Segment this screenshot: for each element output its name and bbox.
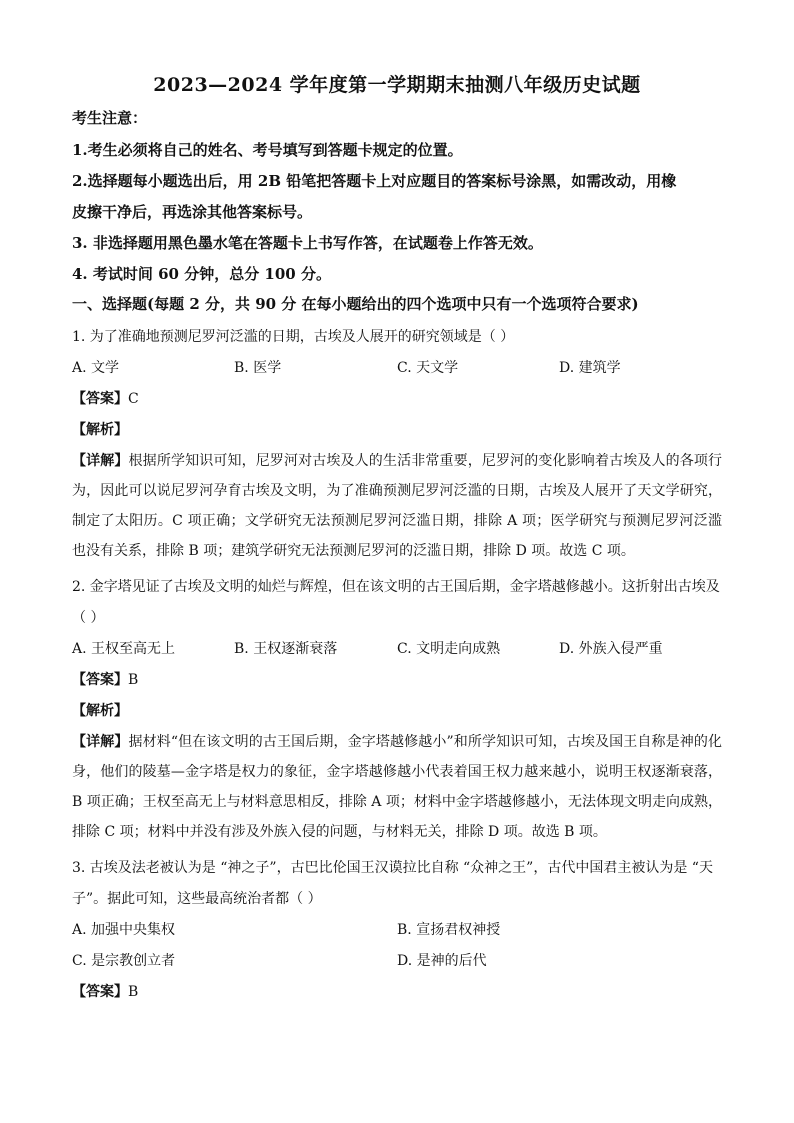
notice-item-2: 2.选择题每小题选出后，用 2B 铅笔把答题卡上对应题目的答案标号涂黑，如需改动，用橡	[72, 172, 677, 190]
notice-item-4: 4. 考试时间 60 分钟，总分 100 分。	[72, 265, 331, 283]
q1-option-c: C. 天文学	[397, 360, 459, 376]
detail-text: 根据所学知识可知，尼罗河对古埃及人的生活非常重要，尼罗河的变化影响着古埃及人的各项行为，因此可以说尼罗河孕育古埃及文明，为了准确预测尼罗河泛滥的日期，古埃及人展开了天文学研究，制定了太阳历。C 项正确；文学研究无法预测尼罗河泛滥日期，排除 A 项；医学研究与预测尼罗河泛滥也没有关系，排除 B 项；建筑学研究无法预测尼罗河的泛滥日期，排除 D 项。故选 C 项。	[72, 453, 723, 559]
question-3-stem: 3. 古埃及法老被认为是 “神之子”，古巴比伦国王汉谟拉比自称 “众神之王”，古代中国君主被认为是 “天	[72, 860, 713, 876]
q3-option-c: C. 是宗教创立者	[72, 953, 176, 969]
question-2-stem: 2. 金字塔见证了古埃及文明的灿烂与辉煌，但在该文明的古王国后期，金字塔越修越小。这折射出古埃及	[72, 579, 720, 595]
question-3-stem-cont: 子”。据此可知，这些最高统治者都（ ）	[72, 891, 322, 907]
q1-analysis-label: 【解析】	[72, 422, 128, 438]
notice-item-2-cont: 皮擦干净后，再选涂其他答案标号。	[72, 203, 313, 221]
q3-answer	[72, 982, 722, 1002]
question-2-stem-cont: （ ）	[72, 610, 105, 626]
q1-option-d: D. 建筑学	[559, 360, 621, 376]
detail-text: 据材料“但在该文明的古王国后期，金字塔越修越小”和所学知识可知，古埃及国王自称是神的化身，他们的陵墓—金字塔是权力的象征，金字塔越修越小代表着国王权力越来越小，说明王权逐渐衰落，B 项正确；王权至高无上与材料意思相反，排除 A 项；材料中金字塔越修越小，无法体现文明走向成熟，排除 C 项；材料中并没有涉及外族入侵的问题，与材料无关，排除 D 项。故选 B 项。	[72, 734, 723, 840]
q2-option-c: C. 文明走向成熟	[397, 641, 501, 657]
answer-value: C	[128, 391, 139, 407]
q1-answer	[72, 389, 722, 409]
q1-option-a: A. 文学	[72, 360, 120, 376]
answer-label: 【答案】	[72, 672, 128, 688]
q2-detail	[72, 727, 722, 847]
q2-option-b: B. 王权逐渐衰落	[234, 641, 338, 657]
question-1-stem: 1. 为了准确地预测尼罗河泛滥的日期，古埃及人展开的研究领域是（ ）	[72, 329, 515, 345]
q1-detail	[72, 446, 722, 566]
q2-option-a: A. 王权至高无上	[72, 641, 176, 657]
q3-option-a: A. 加强中央集权	[72, 922, 176, 938]
detail-label: 【详解】	[72, 453, 129, 469]
answer-label: 【答案】	[72, 984, 128, 1000]
notice-heading: 考生注意：	[72, 109, 148, 127]
answer-label: 【答案】	[72, 391, 128, 407]
q2-analysis-label: 【解析】	[72, 703, 128, 719]
notice-item-1: 1.考生必须将自己的姓名、考号填写到答题卡规定的位置。	[72, 141, 463, 159]
page-title: 2023—2024 学年度第一学期期末抽测八年级历史试题	[153, 74, 641, 96]
q2-option-d: D. 外族入侵严重	[559, 641, 663, 657]
q1-option-b: B. 医学	[234, 360, 282, 376]
detail-label: 【详解】	[72, 734, 129, 750]
answer-value: B	[128, 984, 139, 1000]
notice-item-3: 3. 非选择题用黑色墨水笔在答题卡上书写作答，在试题卷上作答无效。	[72, 234, 543, 252]
q3-option-d: D. 是神的后代	[397, 953, 487, 969]
section-heading: 一、选择题(每题 2 分，共 90 分 在每小题给出的四个选项中只有一个选项符合要求)	[72, 295, 639, 313]
q3-option-b: B. 宣扬君权神授	[397, 922, 501, 938]
q2-answer	[72, 670, 722, 690]
answer-value: B	[128, 672, 139, 688]
